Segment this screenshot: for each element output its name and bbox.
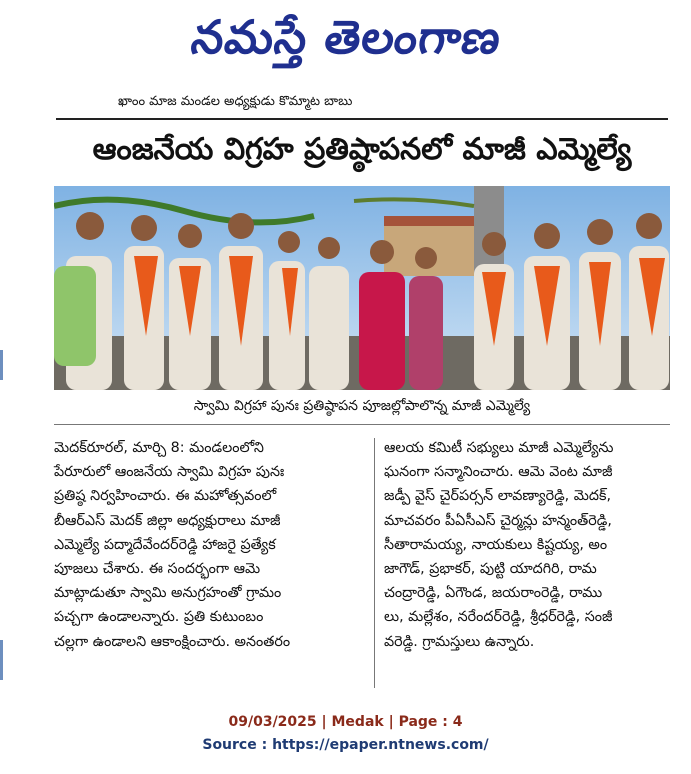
article-headline: ఆంజనేయ విగ్రహ ప్రతిష్ఠాపనలో మాజీ ఎమ్మెల్యే — [92, 132, 632, 167]
article-body-right — [384, 436, 672, 654]
body-line: మాట్లాడుతూ స్వామి అనుగ్రహంతో గ్రామం — [54, 585, 282, 602]
body-line: పేరూరులో ఆంజనేయ స్వామి విగ్రహ పునః — [54, 464, 285, 481]
masthead-title: నమస్తే తెలంగాణ — [187, 10, 505, 64]
body-line: చంద్రారెడ్డి, ఏగౌండ, జయరాంరెడ్డి, రాము — [384, 585, 603, 602]
page-edge-mark — [0, 350, 3, 380]
newspaper-masthead — [0, 0, 691, 86]
body-line: సీతారామయ్య, నాయకులు కిష్టయ్య, అం — [384, 536, 608, 553]
body-line: వరెడ్డి. గ్రామస్తులు ఉన్నారు. — [384, 633, 535, 650]
body-line: బీఆర్‌ఎస్ మెదక్ జిల్లా అధ్యక్షురాలు మాజీ — [54, 512, 281, 529]
article-body-left — [54, 436, 366, 654]
article-kicker: ఖాంం మాజ మండల అధ్యక్షుడు కొమ్మాట బాబు — [118, 94, 353, 109]
body-line: పూజలు చేశారు. ఈ సందర్భంగా ఆమె — [54, 561, 261, 578]
news-photo — [54, 186, 670, 390]
column-divider — [374, 438, 375, 688]
body-line: లు, మల్లేశం, నరేందర్‌రెడ్డి, శ్రీధర్‌రెడ్డి, సంజీ — [384, 609, 613, 626]
body-line: మాచవరం పీఏసీఎస్ చైర్మన్లు హన్మంత్‌రెడ్డి, — [384, 512, 612, 529]
body-line: జడ్పీ వైస్ చైర్‌పర్సన్ లావణ్యారెడ్డి, మెదక్, — [384, 488, 611, 505]
divider — [56, 118, 668, 120]
edition-info: 09/03/2025 | Medak | Page : 4 — [228, 714, 463, 730]
body-line: మెదక్‌రూరల్, మార్చి 8: మండలంలోని — [54, 440, 264, 456]
photo-caption: స్వామి విగ్రహా పునః ప్రతిష్ఠాపన పూజల్లోపాలొన్న మాజీ ఎమ్మెల్యే — [193, 397, 531, 414]
page-edge-mark — [0, 640, 3, 680]
body-line: ప్రతిష్ఠ నిర్వహించారు. ఈ మహోత్సవంలో — [54, 488, 277, 505]
body-line: చల్లగా ఉండాలని ఆకాంక్షించారు. అనంతరం — [54, 633, 291, 650]
body-line: ఎమ్మెల్యే పద్మాదేవేందర్‌రెడ్డి హాజరై ప్రత్యేక — [54, 536, 276, 553]
body-line: పచ్చగా ఉండాలన్నారు. ప్రతి కుటుంబం — [54, 609, 264, 626]
body-line: ఘనంగా సన్మానించారు. ఆమె వెంట మాజీ — [384, 464, 613, 481]
body-line: ఆలయ కమిటీ సభ్యులు మాజీ ఎమ్మెల్యేను — [384, 440, 614, 456]
body-line: జాగౌడ్, ప్రభాకర్, పుట్టి యాదగిరి, రామ — [384, 561, 597, 578]
source-link[interactable]: Source : https://epaper.ntnews.com/ — [202, 737, 489, 753]
divider — [54, 424, 670, 425]
